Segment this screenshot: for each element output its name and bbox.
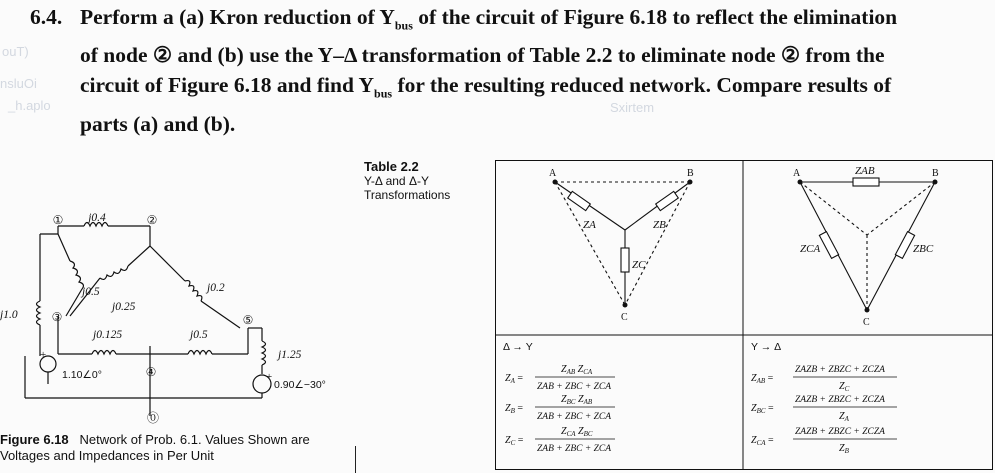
transformation-table	[495, 160, 993, 470]
svg-text:ZAB =: $Z_{AB}$ =	[751, 373, 774, 385]
wye-node-b: B	[687, 168, 694, 179]
z45-label: j0.5	[190, 329, 208, 341]
node-0-label: ⓪	[146, 411, 160, 425]
delta-zca-label: ZCA	[800, 243, 821, 255]
svg-text:ZB =: $Z_B$ =	[505, 403, 523, 415]
svg-text:ZAZB + ZBZC + ZCZA: ZAZB + ZBZC + ZCZA	[795, 395, 885, 405]
svg-text:ZC =: $Z_C$ =	[505, 435, 524, 447]
problem-statement	[30, 2, 990, 139]
formula-zc	[505, 426, 615, 454]
problem-line-3: circuit of Figure 6.18 and find $Y_{bus}$ for the resulting reduced network. Compare results of	[80, 73, 892, 101]
node-4-label: ④	[145, 365, 157, 379]
node-2-label: ②	[146, 213, 158, 227]
source-e3-label: 1.10∠0°	[62, 369, 102, 381]
bleed-text-4: Sxirtem	[610, 100, 655, 115]
svg-text:ZBC =: $Z_{BC}$ =	[751, 403, 774, 415]
delta-node-a: A	[793, 168, 801, 179]
delta-to-wye-header: Δ → Y	[503, 341, 533, 353]
z5g-label: j1.25	[278, 349, 302, 361]
z1g-label: j1.0	[0, 309, 18, 321]
node-5-label: ⑤	[242, 313, 254, 327]
delta-to-wye-formulas	[505, 364, 615, 454]
svg-text:ZA: $Z_A$	[839, 411, 849, 423]
svg-text:ZAB + ZBC + ZCA: ZAB + ZBC + ZCA	[537, 382, 612, 392]
formula-zb	[505, 394, 615, 422]
z13-label: j0.5	[82, 286, 100, 298]
delta-zbc-label: ZBC	[913, 243, 934, 255]
svg-text:ZAZB + ZBZC + ZCZA: ZAZB + ZBZC + ZCZA	[795, 365, 885, 375]
wye-node-a: A	[549, 168, 557, 179]
figure-caption: Figure 6.18 Network of Prob. 6.1. Values Shown are Voltages and Impedances in Per Unit	[0, 432, 310, 463]
bleed-text-3: _h.aplo	[8, 98, 51, 113]
wye-zb-label: ZB	[653, 219, 666, 231]
z12-label: j0.4	[88, 212, 106, 224]
circuit-diagram	[0, 206, 360, 431]
problem-number: 6.4.	[30, 5, 63, 29]
wye-diagram	[555, 182, 690, 305]
svg-text:+: +	[40, 349, 47, 361]
formula-za	[505, 364, 615, 392]
svg-text:ZAB ZCA: $Z_{AB}$ $Z_{CA}$	[561, 364, 593, 376]
delta-node-c: C	[863, 317, 870, 328]
problem-line-4: parts (a) and (b).	[80, 111, 236, 136]
problem-line-1: 6.4. Perform a (a) Kron reduction of $Y_{bus}$ of the circuit of Figure 6.18 to reflect the elimination	[30, 2, 990, 40]
svg-text:ZCA ZBC: $Z_{CA}$ $Z_{BC}$	[561, 426, 593, 438]
delta-node-b: B	[932, 168, 939, 179]
svg-text:+: +	[266, 371, 273, 383]
z23-label: j0.25	[112, 301, 136, 313]
svg-text:ZAB + ZBC + ZCA: ZAB + ZBC + ZCA	[537, 444, 612, 454]
svg-text:ZC: $Z_C$	[839, 381, 850, 393]
node-3-label: ③	[51, 310, 63, 324]
svg-text:ZBC ZAB: $Z_{BC}$ $Z_{AB}$	[561, 394, 593, 406]
source-e5-label: 0.90∠−30°	[274, 379, 326, 391]
svg-text:ZAZB + ZBZC + ZCZA: ZAZB + ZBZC + ZCZA	[795, 427, 885, 437]
z25-label: j0.2	[207, 282, 225, 294]
node-1-label: ①	[52, 213, 64, 227]
caption-divider	[355, 446, 356, 473]
formula-zab	[751, 365, 897, 393]
bleed-text-1: ouT)	[2, 44, 29, 59]
bleed-text-2: nsluOi	[0, 76, 37, 91]
wye-node-c: C	[621, 312, 628, 323]
problem-line-2: of node ② and (b) use the Y–Δ transformation of Table 2.2 to eliminate node ② from the	[80, 43, 885, 68]
svg-text:ZCA =: $Z_{CA}$ =	[751, 435, 774, 447]
z34-label: j0.125	[93, 329, 123, 341]
wye-zc-label: ZC	[632, 259, 646, 271]
delta-zab-label: ZAB	[855, 165, 875, 177]
svg-text:ZB: $Z_B$	[839, 443, 849, 455]
wye-to-delta-formulas	[751, 365, 897, 455]
svg-text:ZAB + ZBC + ZCA: ZAB + ZBC + ZCA	[537, 412, 612, 422]
formula-zca	[751, 427, 897, 455]
wye-to-delta-header: Y → Δ	[751, 341, 782, 353]
svg-text:ZA =: $Z_A$ =	[505, 373, 523, 385]
wye-za-label: ZA	[583, 219, 596, 231]
formula-zbc	[751, 395, 897, 423]
table-caption: Table 2.2 Y-Δ and Δ-Y Transformations	[364, 159, 451, 202]
